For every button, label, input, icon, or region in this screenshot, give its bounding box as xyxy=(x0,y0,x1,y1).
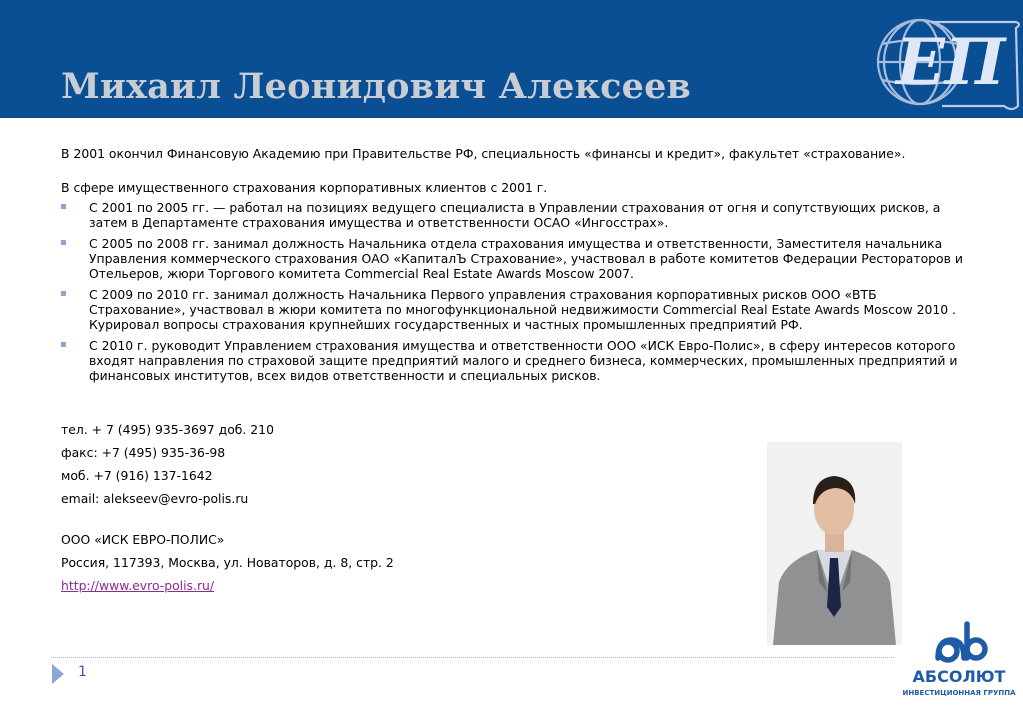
bullet-square-icon xyxy=(61,291,66,296)
mobile-text: моб. +7 (916) 137-1642 xyxy=(61,468,213,483)
education-paragraph: В 2001 окончил Финансовую Академию при Правительстве РФ, специальность «финансы и кредит», факультет «страхование». xyxy=(61,146,906,161)
footer-divider xyxy=(51,657,894,658)
person-portrait-icon xyxy=(767,442,902,645)
svg-text:АБСОЛЮТ: АБСОЛЮТ xyxy=(912,667,1006,686)
svg-text:ИНВЕСТИЦИОННАЯ ГРУППА: ИНВЕСТИЦИОННАЯ ГРУППА xyxy=(902,689,1016,697)
page-number: 1 xyxy=(78,664,87,680)
svg-text:ЕП: ЕП xyxy=(896,25,1006,100)
contact-block xyxy=(61,422,394,601)
absolut-logo-icon xyxy=(896,618,1023,704)
fax-text: факс: +7 (495) 935-36-98 xyxy=(61,445,226,460)
slide-title: Михаил Леонидович Алексеев xyxy=(61,66,692,107)
career-item: С 2005 по 2008 гг. занимал должность Начальника отдела страхования имущества и ответственности, Заместителя начальника Управления коммерческого страхования ОАО «КапиталЪ Страхование», участвовал в работе комитетов Федерации Рестораторов и Отельеров, жюри Торгового комитета Commercial Real Estate Awards Moscow 2007. xyxy=(61,236,971,281)
biography xyxy=(61,146,971,389)
portrait-photo xyxy=(767,442,902,645)
experience-intro: В сфере имущественного страхования корпоративных клиентов с 2001 г. xyxy=(61,180,548,195)
bullet-square-icon xyxy=(61,342,66,347)
career-item: С 2001 по 2005 гг. — работал на позициях ведущего специалиста в Управлении страхования от огня и сопутствующих рисков, а затем в Департаменте страхования имущества и ответственности ОСАО «Ингосстрах». xyxy=(61,200,971,230)
bullet-square-icon xyxy=(61,240,66,245)
spacer xyxy=(61,514,394,532)
email-text: email: alekseev@evro-polis.ru xyxy=(61,491,249,506)
address-text: Россия, 117393, Москва, ул. Новаторов, д. 8, стр. 2 xyxy=(61,555,394,570)
career-item: С 2009 по 2010 гг. занимал должность Начальника Первого управления страхования корпоративных рисков ООО «ВТБ Страхование», участвовал в жюри комитета по многофункциональной недвижимости Commercial Real Estate Awards Moscow 2010 . Курировал вопросы страхования крупнейших государственных и частных промышленных предприятий РФ. xyxy=(61,287,971,332)
website-link[interactable]: http://www.evro-polis.ru/ xyxy=(61,578,215,593)
phone-text: тел. + 7 (495) 935-3697 доб. 210 xyxy=(61,422,274,437)
bullet-square-icon xyxy=(61,204,66,209)
career-item: С 2010 г. руководит Управлением страхования имущества и ответственности ООО «ИСК Евро-Полис», в сферу интересов которого входят направления по страховой защите предприятий малого и среднего бизнеса, коммерческих, промышленных предприятий и финансовых институтов, всех видов ответственности и специальных рисков. xyxy=(61,338,971,383)
evro-polis-logo-icon xyxy=(872,2,1022,116)
play-arrow-icon xyxy=(52,664,64,684)
company-name: ООО «ИСК ЕВРО-ПОЛИС» xyxy=(61,532,225,547)
career-list xyxy=(61,200,971,383)
header-banner xyxy=(0,0,1023,118)
